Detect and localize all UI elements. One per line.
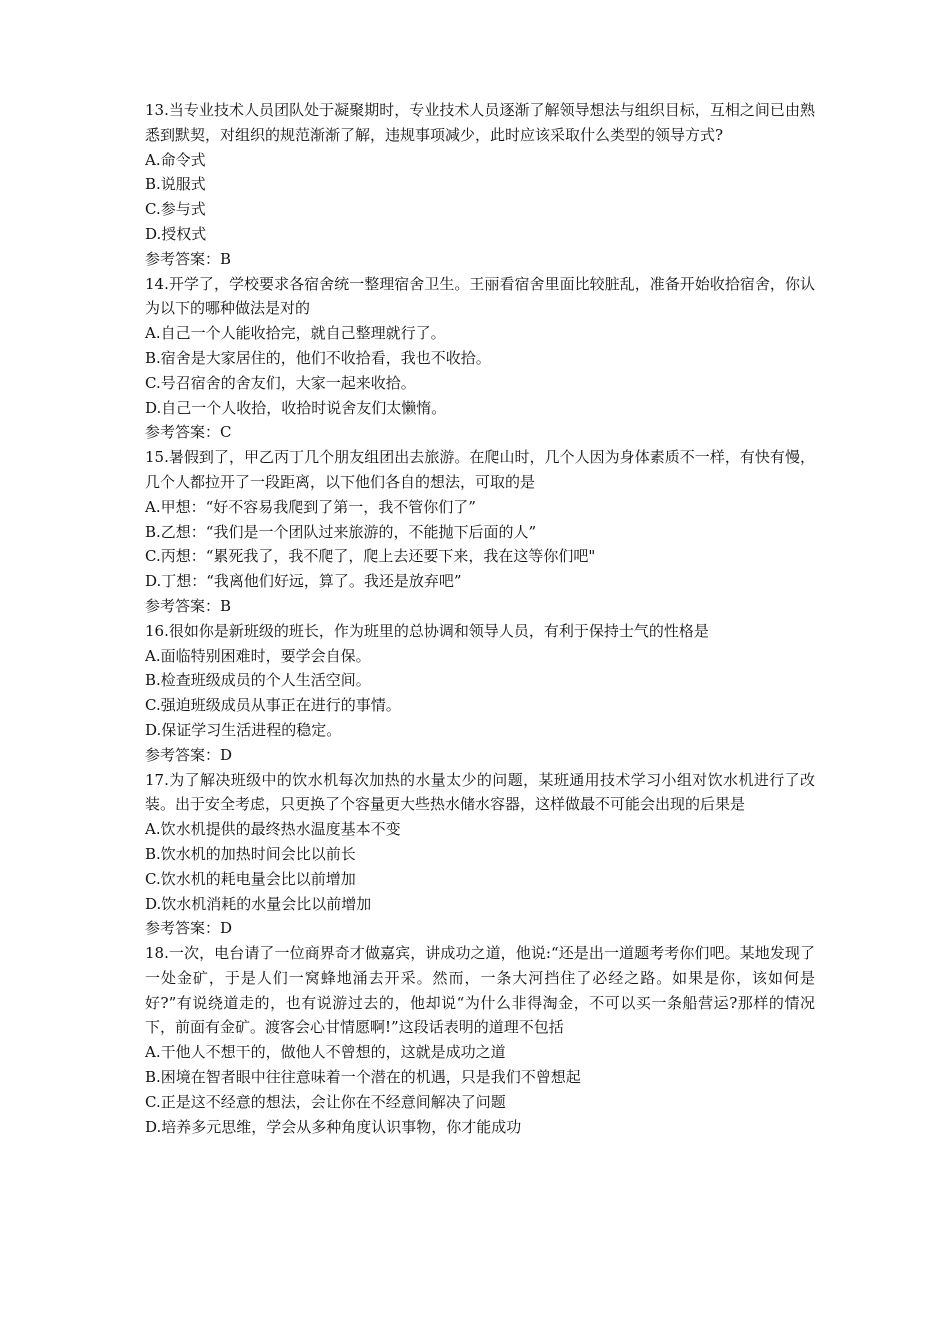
question-stem: 18.一次，电台请了一位商界奇才做嘉宾，讲成功之道，他说:“还是出一道题考考你们吧。某地发现了一处金矿，于是人们一窝蜂地涌去开采。然而，一条大河挡住了必经之路。如果是你，该如何是好?”有说绕道走的，也有说游过去的，他却说“为什么非得淘金，不可以买一条船营运?那样的情况下，前面有金矿。渡客会心甘情愿啊!”这段话表明的道理不包括 [145, 944, 815, 1037]
reference-answer: 参考答案：C [145, 423, 232, 442]
option-a: A.命令式 [145, 150, 206, 169]
option-c: C.正是这不经意的想法，会让你在不经意间解决了问题 [145, 1092, 506, 1111]
option-b: B.检查班级成员的个人生活空间。 [145, 671, 371, 690]
option-d: D.保证学习生活进程的稳定。 [145, 720, 342, 739]
option-b: B.说服式 [145, 175, 206, 194]
option-d: D.自己一个人收拾，收拾时说舍友们太懒惰。 [145, 398, 447, 417]
question-18 [145, 941, 815, 1139]
question-stem: 15.暑假到了，甲乙丙丁几个朋友组团出去旅游。在爬山时，几个人因为身体素质不一样，有快有慢，几个人都拉开了一段距离，以下他们各自的想法，可取的是 [145, 448, 815, 491]
reference-answer: 参考答案：B [145, 596, 232, 615]
question-17 [145, 768, 815, 942]
option-d: D.丁想：“我离他们好远，算了。我还是放弃吧” [145, 572, 462, 591]
question-16 [145, 619, 815, 768]
option-d: D.饮水机消耗的水量会比以前增加 [145, 894, 372, 913]
option-a: A.面临特别困难时，要学会自保。 [145, 646, 371, 665]
question-stem: 17.为了解决班级中的饮水机每次加热的水量太少的问题，某班通用技术学习小组对饮水机进行了改装。出于安全考虑，只更换了个容量更大些热水储水容器，这样做最不可能会出现的后果是 [145, 770, 815, 814]
option-c: C.饮水机的耗电量会比以前增加 [145, 869, 356, 888]
option-c: C.号召宿舍的舍友们，大家一起来收拾。 [145, 373, 416, 392]
option-d: D.培养多元思维，学会从多种角度认识事物，你才能成功 [145, 1117, 522, 1136]
reference-answer: 参考答案：D [145, 745, 233, 764]
question-13 [145, 98, 815, 272]
question-stem: 13.当专业技术人员团队处于凝聚期时，专业技术人员逐渐了解领导想法与组织目标，互相之间已由熟悉到默契，对组织的规范渐渐了解，违规事项减少，此时应该采取什么类型的领导方式? [145, 101, 815, 144]
question-14 [145, 272, 815, 446]
option-c: C.强迫班级成员从事正在进行的事情。 [145, 696, 401, 715]
option-b: B.困境在智者眼中往往意味着一个潜在的机遇，只是我们不曾想起 [145, 1068, 581, 1087]
option-b: B.乙想：“我们是一个团队过来旅游的，不能抛下后面的人” [145, 522, 537, 541]
option-a: A.自己一个人能收拾完，就自己整理就行了。 [145, 324, 446, 343]
question-stem: 14.开学了，学校要求各宿舍统一整理宿舍卫生。王丽看宿舍里面比较脏乱，准备开始收拾宿舍，你认为以下的哪种做法是对的 [145, 274, 815, 318]
option-a: A.饮水机提供的最终热水温度基本不变 [145, 820, 401, 839]
document-page [145, 98, 815, 1139]
option-a: A.干他人不想干的，做他人不曾想的，这就是成功之道 [145, 1043, 506, 1062]
option-c: C.丙想：“累死我了，我不爬了，爬上去还要下来，我在这等你们吧" [145, 547, 596, 566]
option-d: D.授权式 [145, 224, 207, 243]
question-15 [145, 445, 815, 619]
option-b: B.饮水机的加热时间会比以前长 [145, 844, 356, 863]
option-a: A.甲想：“好不容易我爬到了第一，我不管你们了” [145, 497, 476, 516]
reference-answer: 参考答案：B [145, 249, 232, 268]
question-stem: 16.很如你是新班级的班长，作为班里的总协调和领导人员，有利于保持士气的性格是 [145, 621, 709, 640]
reference-answer: 参考答案：D [145, 919, 233, 938]
option-b: B.宿舍是大家居住的，他们不收拾看，我也不收拾。 [145, 348, 491, 367]
option-c: C.参与式 [145, 200, 206, 219]
